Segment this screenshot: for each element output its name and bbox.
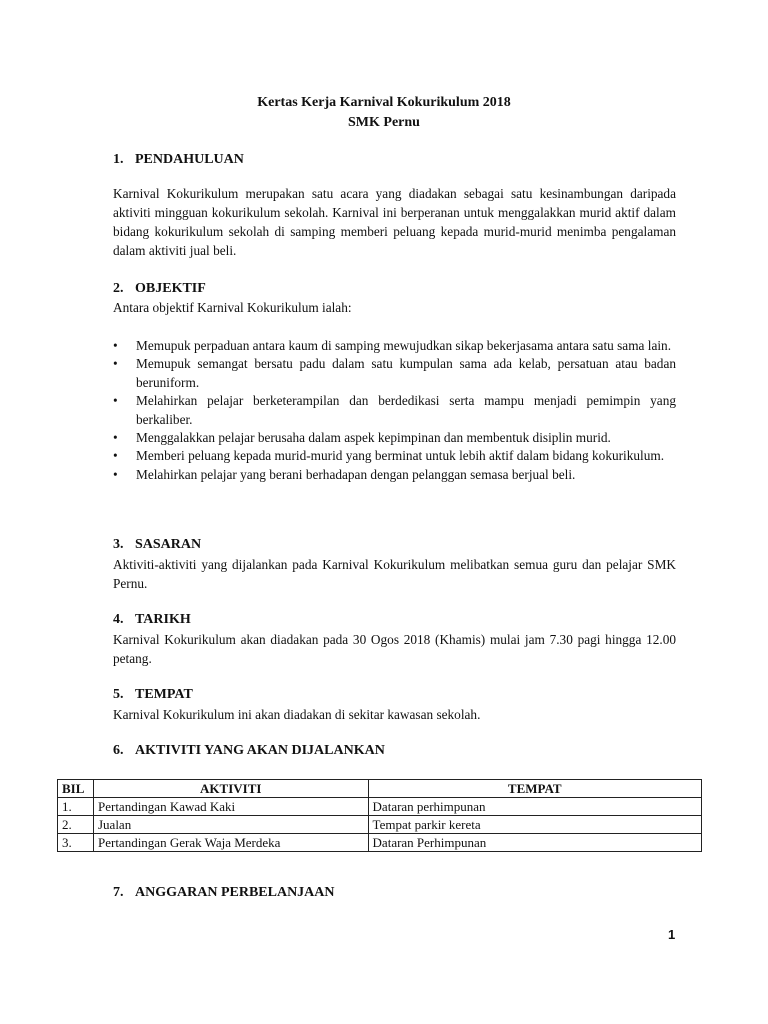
list-item [113, 466, 676, 484]
table-cell: Dataran Perhimpunan [368, 834, 701, 852]
section-paragraph-sasaran: Aktiviti-aktiviti yang dijalankan pada Karnival Kokurikulum melibatkan semua guru dan pelajar SMK Pernu. [113, 557, 676, 591]
section-title: TEMPAT [135, 687, 193, 702]
list-item [113, 392, 676, 429]
table-cell: Pertandingan Kawad Kaki [93, 798, 368, 816]
section-number: 3. [113, 537, 124, 552]
list-item-text: Menggalakkan pelajar berusaha dalam aspek kepimpinan dan membentuk disiplin murid. [136, 430, 611, 446]
list-item-text: Memupuk semangat bersatu padu dalam satu kumpulan sama ada kelab, persatuan atau badan beruniform. [136, 356, 676, 390]
section-number: 5. [113, 687, 124, 702]
list-item [113, 447, 676, 465]
section-title: PENDAHULUAN [135, 152, 244, 167]
table-cell: 3. [58, 834, 94, 852]
table-row [58, 834, 702, 852]
list-item [113, 337, 676, 355]
table-cell: Dataran perhimpunan [368, 798, 701, 816]
table-row [58, 798, 702, 816]
list-item-text: Memupuk perpaduan antara kaum di samping mewujudkan sikap bekerjasama antara satu sama lain. [136, 338, 672, 353]
table-cell: Pertandingan Gerak Waja Merdeka [93, 834, 368, 852]
list-item-text: Melahirkan pelajar yang berani berhadapan dengan pelanggan semasa berjual beli. [136, 466, 576, 482]
activity-table [57, 779, 702, 852]
section-heading-tempat [113, 685, 193, 705]
section-paragraph-pendahuluan: Karnival Kokurikulum merupakan satu acara yang diadakan sebagai satu kesinambungan daripada aktiviti mingguan kokurikulum sekolah. Karnival ini berperanan untuk menggalakkan murid aktif dalam bidang kokurikulum sekolah di samping memberi peluang kepada murid-murid menimba pengalaman dalam aktiviti jual beli. [113, 186, 676, 258]
section-heading-pendahuluan [113, 150, 244, 170]
section-title: ANGGARAN PERBELANJAAN [135, 885, 335, 900]
column-header-bil: BIL [58, 780, 94, 798]
bullet-icon: • [113, 356, 118, 372]
section-heading-tarikh [113, 610, 191, 630]
section-heading-sasaran [113, 535, 201, 555]
document-title: Kertas Kerja Karnival Kokurikulum 2018 [257, 95, 511, 110]
list-item-text: Melahirkan pelajar berketerampilan dan berdedikasi serta mampu menjadi pemimpin yang berkaliber. [136, 393, 676, 427]
table-cell: Tempat parkir kereta [368, 816, 701, 834]
section-title: AKTIVITI YANG AKAN DIJALANKAN [135, 743, 385, 758]
table-header-row [58, 780, 702, 798]
table-cell: 2. [58, 816, 94, 834]
column-header-tempat: TEMPAT [368, 780, 701, 798]
bullet-icon: • [113, 466, 118, 482]
table-cell: 1. [58, 798, 94, 816]
bullet-icon: • [113, 430, 118, 446]
section-number: 6. [113, 743, 124, 758]
bullet-icon: • [113, 393, 118, 409]
list-item-text: Memberi peluang kepada murid-murid yang berminat untuk lebih aktif dalam bidang kokurikulum. [136, 448, 665, 464]
document-subtitle: SMK Pernu [348, 115, 420, 130]
table-cell: Jualan [93, 816, 368, 834]
bullet-icon: • [113, 448, 118, 464]
section-heading-aktiviti [113, 741, 385, 761]
objective-list [113, 337, 676, 484]
bullet-icon: • [113, 338, 118, 353]
section-number: 1. [113, 152, 124, 167]
section-title: SASARAN [135, 537, 202, 552]
column-header-aktiviti: AKTIVITI [93, 780, 368, 798]
section-heading-anggaran [113, 883, 335, 903]
section-paragraph-tarikh: Karnival Kokurikulum akan diadakan pada 30 Ogos 2018 (Khamis) mulai jam 7.30 pagi hingga 12.00 petang. [113, 632, 676, 666]
section-title: OBJEKTIF [135, 281, 206, 296]
section-paragraph-objektif: Antara objektif Karnival Kokurikulum ialah: [113, 300, 352, 315]
list-item [113, 355, 676, 392]
table-row [58, 816, 702, 834]
section-number: 7. [113, 885, 124, 900]
section-title: TARIKH [135, 612, 191, 627]
section-number: 2. [113, 281, 124, 296]
page-number: 1 [668, 927, 676, 942]
section-number: 4. [113, 612, 124, 627]
section-paragraph-tempat: Karnival Kokurikulum ini akan diadakan di sekitar kawasan sekolah. [113, 707, 481, 722]
section-heading-objektif [113, 279, 206, 299]
list-item [113, 429, 676, 447]
